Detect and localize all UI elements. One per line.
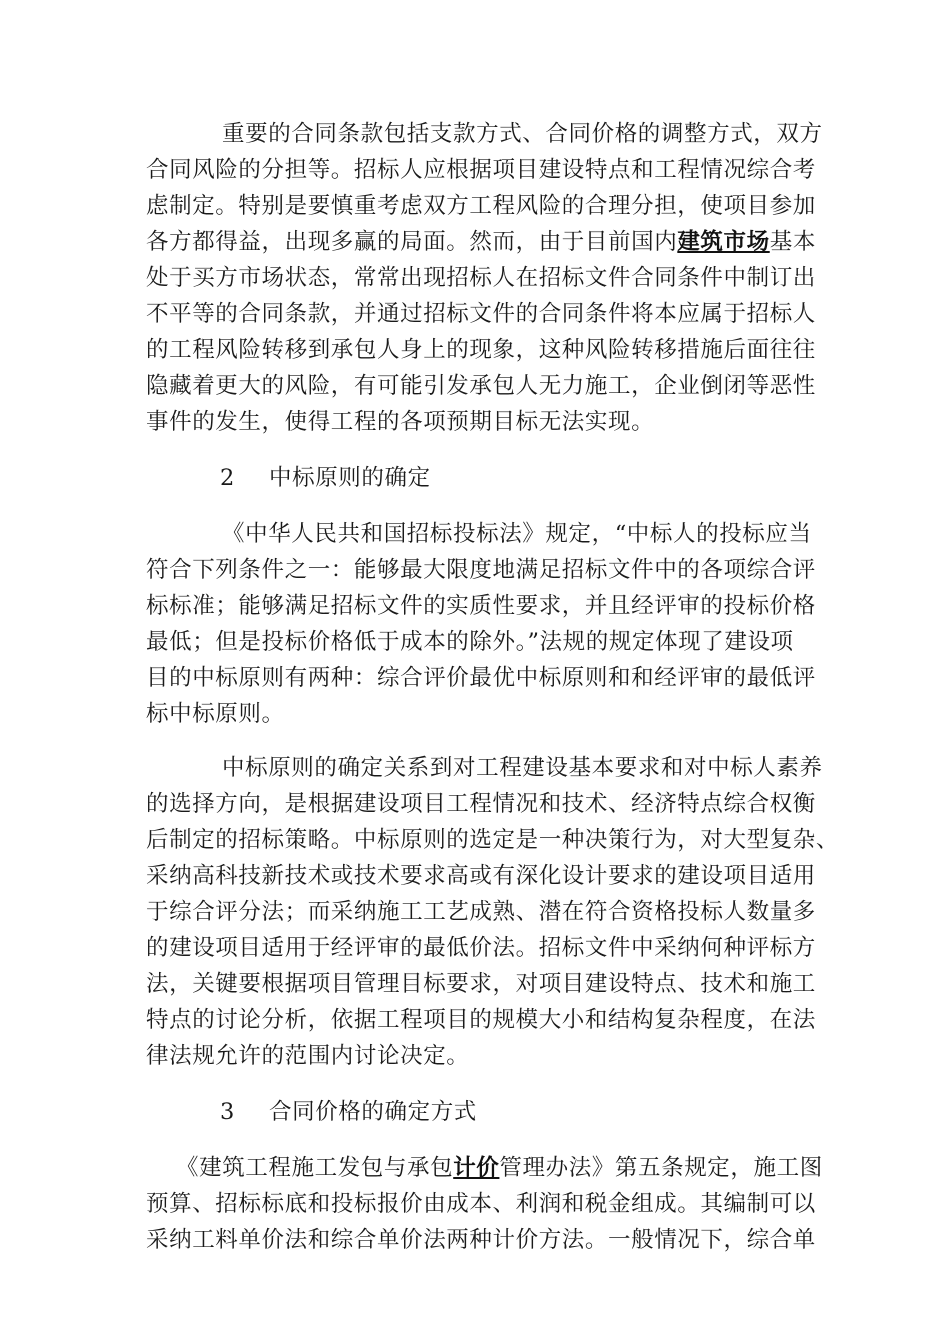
- paragraph-line: 采纳工料单价法和综合单价法两种计价方法。一般情况下，综合单: [146, 1227, 816, 1253]
- paragraph-line: 标标准；能够满足招标文件的实质性要求，并且经评审的投标价格: [146, 593, 816, 619]
- link-building-market[interactable]: 建筑市场: [677, 229, 770, 255]
- paragraph-line-with-link: [146, 224, 816, 260]
- paragraph-text: 《建筑工程施工发包与承包: [176, 1155, 454, 1181]
- paragraph-text: 基本: [769, 229, 816, 255]
- paragraph-text: 各方都得益，出现多赢的局面。然而，由于目前国内: [146, 229, 678, 255]
- paragraph-line: 符合下列条件之一：能够最大限度地满足招标文件中的各项综合评: [146, 557, 816, 583]
- paragraph-line: 重要的合同条款包括支款方式、合同价格的调整方式，双方: [222, 121, 823, 147]
- paragraph-line: 采纳高科技新技术或技术要求高或有深化设计要求的建设项目适用: [146, 863, 816, 889]
- link-pricing[interactable]: 计价: [453, 1155, 500, 1181]
- paragraph-text: 管理办法》第五条规定，施工图: [499, 1155, 823, 1181]
- paragraph-line: 处于买方市场状态，常常出现招标人在招标文件合同条件中制订出: [146, 265, 816, 291]
- paragraph-line: 隐藏着更大的风险，有可能引发承包人无力施工，企业倒闭等恶性: [146, 373, 816, 399]
- paragraph-line: 于综合评分法；而采纳施工工艺成熟、潜在符合资格投标人数量多: [146, 899, 816, 925]
- paragraph-line: 的建设项目适用于经评审的最低价法。招标文件中采纳何种评标方: [146, 935, 816, 961]
- paragraph-line: 的工程风险转移到承包人身上的现象，这种风险转移措施后面往往: [146, 337, 816, 363]
- paragraph-line: 虑制定。特别是要慎重考虑双方工程风险的合理分担，使项目参加: [146, 193, 816, 219]
- paragraph-line: 中标原则的确定关系到对工程建设基本要求和对中标人素养: [222, 755, 823, 781]
- section-number: 2: [220, 465, 235, 491]
- paragraph-line: 最低；但是投标价格低于成本的除外。”法规的规定体现了建设项: [146, 629, 794, 655]
- paragraph-line: 的选择方向，是根据建设项目工程情况和技术、经济特点综合权衡: [146, 791, 816, 817]
- paragraph-line-with-link: [176, 1150, 823, 1186]
- paragraph-line: 事件的发生，使得工程的各项预期目标无法实现。: [146, 409, 655, 435]
- paragraph-line: 不平等的合同条款，并通过招标文件的合同条件将本应属于招标人: [146, 301, 816, 327]
- paragraph-line: 预算、招标标底和投标报价由成本、利润和税金组成。其编制可以: [146, 1191, 816, 1217]
- section-number: 3: [220, 1099, 235, 1125]
- paragraph-line: 法，关键要根据项目管理目标要求，对项目建设特点、技术和施工: [146, 971, 816, 997]
- paragraph-line: 标中标原则。: [146, 701, 285, 727]
- paragraph-line: 合同风险的分担等。招标人应根据项目建设特点和工程情况综合考: [146, 157, 816, 183]
- section-heading: 合同价格的确定方式: [269, 1099, 477, 1125]
- paragraph-line: 律法规允许的范围内讨论决定。: [146, 1043, 470, 1069]
- paragraph-line: 特点的讨论分析，依据工程项目的规模大小和结构复杂程度，在法: [146, 1007, 816, 1033]
- paragraph-line: 目的中标原则有两种：综合评价最优中标原则和和经评审的最低评: [146, 665, 816, 691]
- paragraph-line: 《中华人民共和国招标投标法》规定，“中标人的投标应当: [222, 521, 812, 547]
- paragraph-line: 后制定的招标策略。中标原则的选定是一种决策行为，对大型复杂、: [146, 827, 840, 853]
- section-heading: 中标原则的确定: [269, 465, 431, 491]
